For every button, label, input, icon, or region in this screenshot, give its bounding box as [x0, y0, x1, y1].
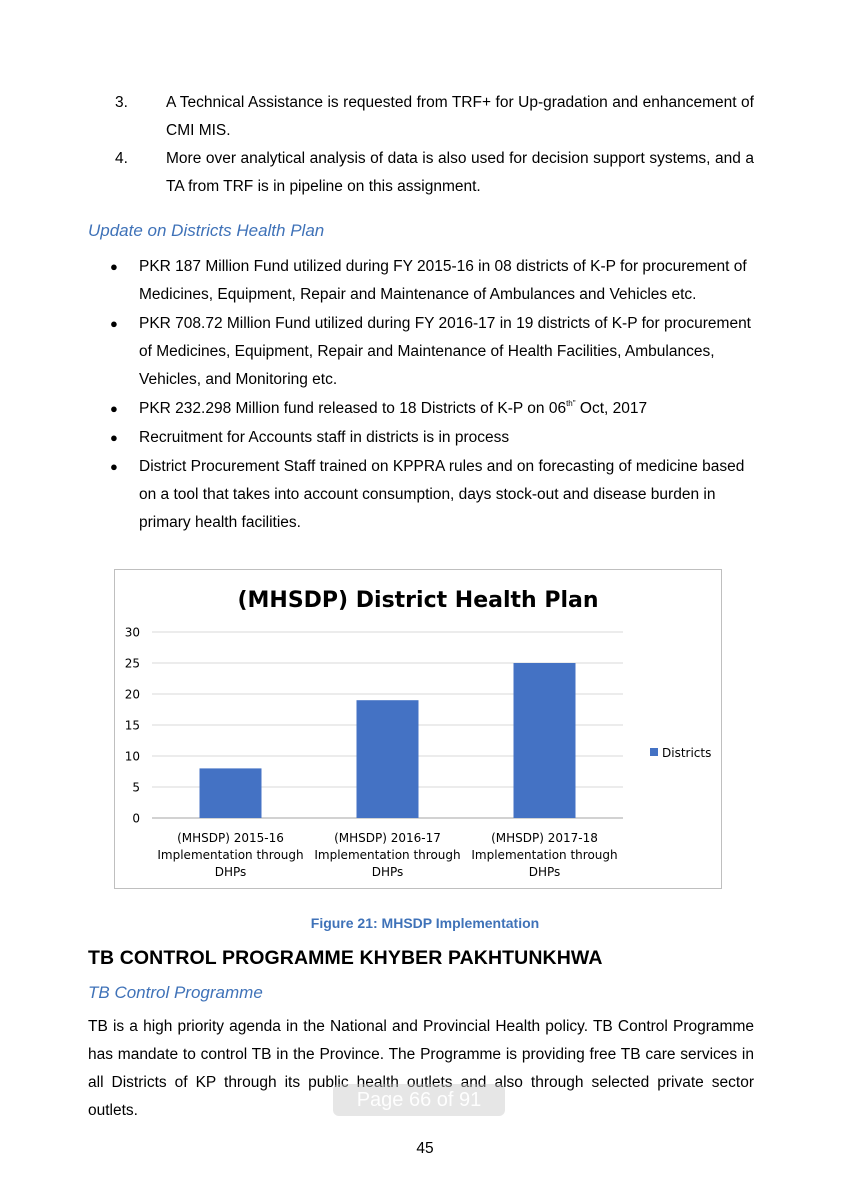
y-tick-label: 15 — [124, 718, 140, 733]
list-number: 4. — [115, 150, 128, 167]
x-tick-label: DHPs — [214, 865, 247, 879]
bar-1 — [200, 768, 262, 818]
bullet-icon: ● — [110, 430, 118, 445]
x-axis-ticks — [157, 831, 617, 879]
bullet-icon: ● — [110, 459, 118, 474]
superscript: th" — [566, 398, 576, 408]
list-text: More over analytical analysis of data is also used for decision support systems, and a TA from TRF is in pipeline on this assignment. — [166, 150, 754, 195]
bar-chart — [114, 569, 722, 889]
chart-title: (MHSDP) District Health Plan — [237, 588, 599, 613]
x-tick-label: Implementation through — [314, 848, 461, 862]
list-item — [88, 145, 754, 201]
x-tick-label: Implementation through — [157, 848, 304, 862]
list-item — [88, 89, 754, 145]
page-number: 45 — [416, 1140, 434, 1157]
bullet-icon: ● — [110, 259, 118, 274]
y-tick-label: 5 — [132, 780, 140, 795]
x-tick-label: DHPs — [371, 865, 404, 879]
bullet-text-part: PKR 232.298 Million fund released to 18 Districts of K-P on 06 — [139, 400, 567, 417]
x-tick-label: (MHSDP) 2016-17 — [334, 831, 441, 845]
bullet-item — [88, 453, 754, 537]
y-tick-label: 20 — [124, 687, 140, 702]
figure-caption: Figure 21: MHSDP Implementation — [310, 915, 540, 931]
bullet-icon: ● — [110, 316, 118, 331]
y-tick-label: 25 — [124, 656, 140, 671]
x-tick-label: (MHSDP) 2017-18 — [491, 831, 598, 845]
section-heading-dhp: Update on Districts Health Plan — [88, 221, 325, 240]
y-axis-ticks — [125, 626, 140, 826]
bullet-item — [88, 253, 754, 309]
x-tick-label: Implementation through — [471, 848, 618, 862]
list-number: 3. — [115, 94, 128, 111]
page-indicator-overlay: Page 66 of 91 — [333, 1084, 505, 1116]
numbered-list — [88, 89, 754, 201]
bullet-text: PKR 708.72 Million Fund utilized during FY 2016-17 in 19 districts of K-P for procurement of Medicines, Equipment, Repair and Maintenance of Health Facilities, Ambulances, Vehicles, and Monitoring etc. — [139, 315, 751, 388]
chart-canvas — [115, 570, 721, 888]
bullet-list — [88, 253, 754, 538]
bullet-text-part: Oct, 2017 — [575, 400, 648, 417]
bullet-icon: ● — [110, 401, 118, 416]
tb-paragraph: TB is a high priority agenda in the National and Provincial Health policy. TB Control Programme has mandate to control TB in the Province. The Programme is providing free TB care services in all Districts of KP through its public health outlets and also through selected private sector outlets. — [88, 1018, 754, 1119]
legend-label: Districts — [662, 746, 712, 760]
y-tick-label: 0 — [132, 811, 140, 826]
section-title-tb: TB CONTROL PROGRAMME KHYBER PAKHTUNKHWA — [88, 947, 603, 969]
y-tick-label: 30 — [124, 625, 140, 640]
bullet-text: PKR 187 Million Fund utilized during FY 2015-16 in 08 districts of K-P for procurement of Medicines, Equipment, Repair and Maintenance of Ambulances and Vehicles etc. — [139, 258, 747, 303]
chart-legend — [650, 746, 711, 760]
bullet-item — [88, 395, 754, 423]
bar-2 — [357, 700, 419, 818]
bullet-text: Recruitment for Accounts staff in districts is in process — [139, 429, 510, 446]
chart-bars — [200, 663, 576, 818]
legend-swatch — [650, 748, 658, 756]
bar-3 — [514, 663, 576, 818]
y-tick-label: 10 — [124, 749, 140, 764]
bullet-item — [88, 424, 754, 452]
bullet-text: District Procurement Staff trained on KPPRA rules and on forecasting of medicine based on a tool that takes into account consumption, days stock-out and disease burden in primary health facilities. — [139, 458, 745, 531]
bullet-text — [139, 395, 754, 423]
x-tick-label: (MHSDP) 2015-16 — [177, 831, 284, 845]
x-tick-label: DHPs — [528, 865, 561, 879]
section-heading-tb: TB Control Programme — [88, 983, 263, 1002]
bullet-item — [88, 310, 754, 394]
list-text: A Technical Assistance is requested from TRF+ for Up-gradation and enhancement of CMI MIS. — [166, 94, 754, 139]
